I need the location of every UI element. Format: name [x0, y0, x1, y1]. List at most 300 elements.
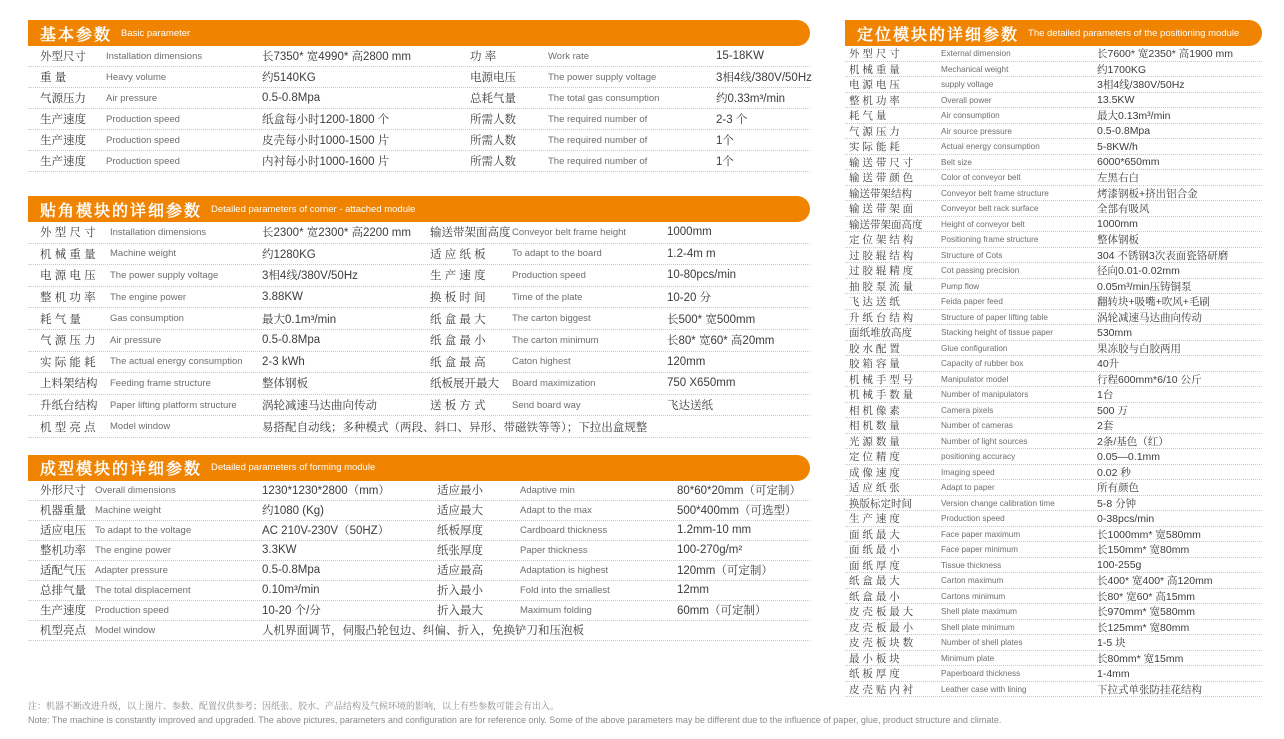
param-label: 耗 气 量 — [40, 313, 81, 326]
table-row — [845, 46, 1262, 62]
param-label: 光 源 数 量 — [849, 435, 900, 448]
param-value: 1台 — [1097, 389, 1114, 401]
param-value: 0.5-0.8Mpa — [262, 564, 321, 577]
param-sublabel: Tissue thickness — [941, 560, 1002, 570]
param-sublabel: Conveyor belt frame structure — [941, 188, 1049, 198]
table-row — [28, 395, 810, 417]
param-sublabel: The carton biggest — [512, 313, 591, 325]
param-value: 长7350* 宽4990* 高2800 mm — [262, 51, 411, 63]
param-value: 涡轮减速马达曲向传动 — [1097, 311, 1202, 324]
param-value: 750 X650mm — [667, 377, 736, 390]
param-sublabel: Actual energy consumption — [941, 142, 1040, 151]
param-label: 适配气压 — [40, 565, 86, 578]
table-row — [845, 480, 1262, 496]
param-label: 整 机 功 率 — [849, 94, 900, 107]
param-sublabel: Shell plate maximum — [941, 607, 1017, 616]
table-row — [845, 434, 1262, 450]
param-sublabel: Overall dimensions — [95, 484, 176, 496]
param-sublabel: Time of the plate — [512, 291, 583, 303]
param-label: 成 像 速 度 — [849, 466, 900, 479]
table-row — [28, 601, 810, 621]
table-row — [845, 93, 1262, 109]
corner-module-table — [28, 196, 810, 438]
param-value: 120mm（可定制） — [677, 565, 773, 578]
param-value: 长80mm* 宽15mm — [1097, 652, 1184, 665]
table-row — [845, 77, 1262, 93]
param-sublabel: Stacking height of tissue paper — [941, 328, 1053, 337]
param-label: 纸板展开最大 — [430, 378, 499, 391]
param-sublabel: The power supply voltage — [548, 71, 657, 83]
param-label: 功 率 — [470, 51, 497, 63]
table-row — [845, 124, 1262, 140]
param-value: 2-3 kWh — [262, 355, 305, 368]
param-sublabel: Air pressure — [106, 92, 158, 104]
param-sublabel: Send board way — [512, 399, 581, 411]
param-value: 3.3KW — [262, 544, 297, 557]
param-label: 面 纸 最 小 — [849, 544, 900, 556]
param-label: 适 应 纸 板 — [430, 248, 486, 261]
table-row — [28, 330, 810, 352]
param-value: 1个 — [716, 135, 734, 147]
param-sublabel: Structure of paper lifting table — [941, 312, 1048, 322]
param-sublabel: Model window — [95, 624, 156, 636]
param-label: 换 板 时 间 — [430, 292, 486, 305]
param-value: 烤漆钢板+挤出铝合金 — [1097, 187, 1198, 200]
param-label: 最 小 板 块 — [849, 652, 900, 665]
corner-table-header — [28, 196, 810, 222]
table-row — [845, 108, 1262, 124]
param-sublabel: supply voltage — [941, 80, 994, 89]
param-value: 3相4线/380V/50Hz — [716, 72, 812, 84]
param-value: 长80* 宽60* 高20mm — [667, 335, 775, 348]
param-value: 飞达送纸 — [667, 400, 713, 413]
param-label: 所需人数 — [470, 156, 516, 168]
table-row — [845, 511, 1262, 527]
param-label: 适 应 纸 张 — [849, 482, 900, 494]
table-row — [845, 217, 1262, 233]
param-sublabel: Face paper maximum — [941, 529, 1021, 539]
param-sublabel: Fold into the smallest — [520, 584, 610, 596]
param-sublabel: The engine power — [110, 291, 187, 303]
forming-table-body — [28, 481, 810, 621]
param-value: 1-4mm — [1097, 667, 1130, 680]
param-sublabel: Adaptation is highest — [520, 564, 609, 576]
param-label: 输 送 带 颜 色 — [849, 172, 914, 184]
param-value: 40升 — [1097, 358, 1120, 370]
param-sublabel: Imaging speed — [941, 467, 995, 477]
param-value: 0.5-0.8Mpa — [262, 334, 321, 347]
param-sublabel: Production speed — [941, 514, 1005, 523]
param-label: 定 位 精 度 — [849, 451, 900, 463]
table-row — [845, 263, 1262, 279]
table-row — [845, 527, 1262, 543]
param-value: 120mm — [667, 355, 706, 368]
param-label: 纸 盒 最 小 — [430, 335, 486, 348]
param-label: 升 纸 台 结 构 — [849, 311, 914, 324]
table-row — [28, 67, 810, 88]
table-row — [845, 620, 1262, 636]
table-row — [28, 501, 810, 521]
param-value: 3相4线/380V/50Hz — [1097, 79, 1185, 91]
table-row — [845, 341, 1262, 357]
table-row — [845, 418, 1262, 434]
param-label: 过 胶 辊 结 构 — [849, 249, 914, 262]
positioning-module-table — [845, 20, 1262, 697]
param-sublabel: Shell plate minimum — [941, 622, 1015, 632]
table-row — [845, 496, 1262, 512]
param-sublabel: Minimum plate — [941, 653, 995, 663]
param-value: 5-8 分钟 — [1097, 497, 1137, 510]
table-row — [28, 541, 810, 561]
param-label: 面纸堆放高度 — [849, 327, 912, 339]
param-value: 2套 — [1097, 420, 1114, 432]
param-label: 耗 气 量 — [849, 110, 887, 122]
param-value: 果冻胶与白胶两用 — [1097, 342, 1181, 355]
param-label: 生 产 速 度 — [849, 513, 900, 525]
param-label: 纸 盒 最 高 — [430, 356, 486, 369]
param-label: 整 机 功 率 — [40, 292, 96, 305]
param-value: 翻转块+吸嘴+吹风+毛刷 — [1097, 296, 1210, 308]
table-row — [845, 248, 1262, 264]
table-row — [845, 310, 1262, 326]
footnote-chinese: 注：机器不断改进升级，以上图片、参数、配置仅供参考；因纸张、胶水、产品结构及气候环境的影响，以上有些参数可能会有出入。 — [28, 701, 560, 711]
param-label: 实 际 能 耗 — [40, 356, 96, 369]
param-value: 约0.33m³/min — [716, 93, 786, 105]
param-sublabel: Caton highest — [512, 356, 571, 368]
param-value: 约1700KG — [1097, 63, 1147, 76]
param-label: 生产速度 — [40, 135, 86, 147]
param-label: 面 纸 厚 度 — [849, 559, 900, 572]
param-value: 1000mm — [667, 226, 712, 239]
param-label: 相 机 像 素 — [849, 404, 900, 417]
param-sublabel: Pump flow — [941, 281, 980, 291]
param-label: 所需人数 — [470, 114, 516, 126]
table-row — [28, 373, 810, 395]
param-sublabel: Carton maximum — [941, 576, 1004, 585]
param-sublabel: The required number of — [548, 113, 648, 125]
param-label: 输 送 带 架 面 — [849, 203, 914, 215]
param-sublabel: Maximum folding — [520, 604, 592, 616]
param-label: 输 送 带 尺 寸 — [849, 156, 914, 169]
param-value: 1个 — [716, 156, 734, 168]
param-label: 换版标定时间 — [849, 497, 912, 510]
param-value: 全部有吸风 — [1097, 203, 1150, 215]
param-label: 纸 盒 最 大 — [849, 575, 900, 587]
corner-highlight-row — [28, 416, 810, 438]
param-sublabel: The required number of — [548, 134, 648, 146]
param-sublabel: Feeding frame structure — [110, 377, 211, 389]
param-label: 纸张厚度 — [437, 545, 483, 558]
param-sublabel: Belt size — [941, 157, 972, 167]
forming-module-table — [28, 455, 810, 641]
param-sublabel: The required number of — [548, 155, 648, 167]
table-row — [28, 130, 810, 151]
param-value: 约1280KG — [262, 248, 316, 261]
param-sublabel: Work rate — [548, 50, 590, 62]
param-label: 纸 盒 最 大 — [430, 313, 486, 326]
param-sublabel: Positioning frame structure — [941, 235, 1039, 244]
param-value: 2条/基色（红） — [1097, 435, 1169, 448]
param-label: 气 源 压 力 — [849, 125, 900, 138]
param-label: 纸 盒 最 小 — [849, 590, 900, 603]
param-sublabel: Production speed — [106, 134, 180, 146]
param-value: 100-255g — [1097, 559, 1142, 571]
param-value: 长125mm* 宽80mm — [1097, 621, 1190, 634]
param-sublabel: Gas consumption — [110, 313, 184, 325]
param-label: 机器重量 — [40, 505, 86, 518]
param-value: 1.2mm-10 mm — [677, 524, 752, 537]
param-sublabel: Air pressure — [110, 334, 162, 346]
corner-table-body — [28, 222, 810, 416]
param-value: 左黑右白 — [1097, 172, 1139, 184]
param-label: 机 型 亮 点 — [40, 421, 96, 434]
param-sublabel: Cartons minimum — [941, 591, 1006, 601]
table-row — [845, 170, 1262, 186]
table-row — [845, 139, 1262, 155]
param-sublabel: To adapt to the voltage — [95, 524, 192, 536]
param-value: 最大0.13m³/min — [1097, 110, 1171, 122]
param-value: 所有颜色 — [1097, 482, 1139, 494]
param-label: 适应电压 — [40, 525, 86, 538]
param-label: 所需人数 — [470, 135, 516, 147]
table-row — [28, 222, 810, 244]
table-row — [28, 265, 810, 287]
param-value: 长1000mm* 宽580mm — [1097, 528, 1201, 541]
param-sublabel: External dimension — [941, 49, 1011, 58]
param-label: 输送带架面高度 — [430, 227, 511, 240]
param-sublabel: Production speed — [106, 113, 180, 125]
param-sublabel: Conveyor belt frame height — [512, 226, 627, 238]
param-sublabel: Version change calibration time — [941, 498, 1055, 508]
param-value: 0.10m³/min — [262, 584, 320, 597]
param-sublabel: Capacity of rubber box — [941, 359, 1024, 368]
param-value: 长970mm* 宽580mm — [1097, 606, 1196, 618]
param-label: 气源压力 — [40, 93, 86, 105]
table-row — [845, 325, 1262, 341]
table-row — [28, 151, 810, 172]
param-value: 下拉式单张防挂花结构 — [1097, 683, 1202, 696]
table-row — [845, 465, 1262, 481]
positioning-table-header — [845, 20, 1262, 46]
param-sublabel: The total gas consumption — [548, 92, 660, 104]
param-label: 胶 水 配 置 — [849, 342, 900, 355]
param-sublabel: Adapt to the max — [520, 504, 592, 516]
param-sublabel: Structure of Cots — [941, 250, 1003, 260]
param-sublabel: Installation dimensions — [106, 50, 203, 62]
table-row — [845, 635, 1262, 651]
param-value: 3相4线/380V/50Hz — [262, 270, 358, 283]
param-sublabel: Number of light sources — [941, 436, 1028, 446]
param-sublabel: Number of cameras — [941, 421, 1013, 430]
param-label: 升纸台结构 — [40, 400, 98, 413]
param-sublabel: Air source pressure — [941, 126, 1012, 136]
param-label: 过 胶 辊 精 度 — [849, 265, 914, 277]
param-value: 1-5 块 — [1097, 637, 1126, 649]
param-sublabel: Conveyor belt rack surface — [941, 204, 1039, 213]
param-sublabel: The total displacement — [95, 584, 191, 596]
param-label: 上料架结构 — [40, 378, 98, 391]
param-sublabel: Paper lifting platform structure — [110, 399, 237, 411]
param-label: 机 械 重 量 — [40, 248, 96, 261]
param-value: 人机界面调节，伺服凸轮包边、纠偏、折入，免换铲刀和压泡板 — [262, 625, 584, 638]
param-sublabel: Color of conveyor belt — [941, 173, 1021, 182]
param-label: 胶 箱 容 量 — [849, 358, 900, 370]
param-label: 纸板厚度 — [437, 525, 483, 538]
table-row — [845, 155, 1262, 171]
footnote-english: Note: The machine is constantly improved and upgraded. The above pictures, parameters and configuration are for reference only. Some of the above parameters may be different due to the influence of paper, glue, product structure and climate. — [28, 715, 1002, 725]
table-row — [845, 356, 1262, 372]
table-row — [28, 308, 810, 330]
forming-table-header — [28, 455, 810, 481]
table-row — [845, 201, 1262, 217]
param-sublabel: Adaptive min — [520, 484, 575, 496]
param-value: 5-8KW/h — [1097, 140, 1138, 153]
param-value: 10-80pcs/min — [667, 269, 737, 282]
param-sublabel: Leather case with lining — [941, 684, 1027, 694]
param-label: 皮 壳 贴 内 衬 — [849, 683, 914, 696]
param-value: 0.05—0.1mm — [1097, 450, 1161, 463]
param-sublabel: Machine weight — [95, 504, 162, 516]
param-label: 外型尺寸 — [40, 51, 86, 63]
param-value: 整体钢板 — [262, 378, 308, 391]
param-sublabel: Feida paper feed — [941, 297, 1003, 306]
table-row — [845, 372, 1262, 388]
param-label: 总排气量 — [40, 585, 86, 598]
table-row — [28, 561, 810, 581]
param-sublabel: Machine weight — [110, 248, 177, 260]
param-value: 长7600* 宽2350* 高1900 mm — [1097, 48, 1233, 60]
param-value: 纸盒每小时1200-1800 个 — [262, 114, 390, 126]
param-value: 12mm — [677, 584, 709, 597]
table-row — [845, 604, 1262, 620]
param-value: 500*400mm（可选型） — [677, 505, 797, 518]
table-row — [845, 186, 1262, 202]
table-row — [845, 666, 1262, 682]
param-label: 皮 壳 板 最 大 — [849, 606, 914, 618]
table-row — [845, 232, 1262, 248]
param-value: 长2300* 宽2300* 高2200 mm — [262, 227, 411, 240]
param-sublabel: Glue configuration — [941, 343, 1008, 353]
param-value: 6000*650mm — [1097, 156, 1160, 168]
param-label: 机 械 重 量 — [849, 63, 900, 76]
param-value: 1.2-4m m — [667, 247, 716, 260]
param-sublabel: Air consumption — [941, 111, 1000, 120]
param-sublabel: Cot passing precision — [941, 266, 1020, 275]
table-row — [845, 279, 1262, 295]
param-sublabel: Adapt to paper — [941, 483, 995, 492]
param-sublabel: Paper thickness — [520, 544, 588, 556]
table-row — [845, 449, 1262, 465]
param-sublabel: To adapt to the board — [512, 248, 602, 260]
param-value: 0.5-0.8Mpa — [262, 92, 321, 104]
param-label: 纸 板 厚 度 — [849, 668, 900, 680]
table-row — [28, 481, 810, 501]
param-value: 长500* 宽500mm — [667, 313, 756, 326]
param-value: 整体钢板 — [1097, 234, 1139, 246]
param-label: 机型亮点 — [40, 625, 86, 638]
table-row — [845, 294, 1262, 310]
param-sublabel: Number of shell plates — [941, 638, 1023, 647]
table-row — [28, 88, 810, 109]
basic-table-header — [28, 20, 810, 46]
param-value: 长400* 宽400* 高120mm — [1097, 575, 1213, 587]
param-sublabel: The power supply voltage — [110, 269, 219, 281]
param-value: 1000mm — [1097, 218, 1138, 230]
param-value: 内衬每小时1000-1600 片 — [262, 156, 390, 168]
table-row — [845, 403, 1262, 419]
param-sublabel: Production speed — [106, 155, 180, 167]
param-value: 500 万 — [1097, 404, 1128, 417]
positioning-table-body — [845, 46, 1262, 697]
param-label: 输送带架结构 — [849, 187, 912, 200]
param-sublabel: Production speed — [512, 269, 586, 281]
param-label: 折入最大 — [437, 605, 483, 618]
param-label: 气 源 压 力 — [40, 335, 96, 348]
param-label: 生 产 速 度 — [430, 270, 486, 283]
param-sublabel: The engine power — [95, 544, 172, 556]
param-sublabel: The carton minimum — [512, 334, 599, 346]
param-label: 机 械 手 型 号 — [849, 373, 914, 386]
param-sublabel: Manipulator model — [941, 374, 1009, 384]
param-value: 100-270g/m² — [677, 544, 743, 557]
table-row — [845, 542, 1262, 558]
table-row — [28, 521, 810, 541]
param-sublabel: Overall power — [941, 95, 992, 105]
param-label: 电 源 电 压 — [849, 79, 900, 91]
param-label: 外形尺寸 — [40, 485, 86, 498]
param-sublabel: Installation dimensions — [110, 226, 207, 238]
param-value: 3.88KW — [262, 291, 303, 304]
table-title-cn: 基本参数 — [40, 26, 113, 44]
param-label: 外 型 尺 寸 — [849, 48, 900, 60]
param-value: 约5140KG — [262, 72, 316, 84]
table-title-en: Detailed parameters of corner - attached module — [211, 203, 416, 215]
param-label: 折入最小 — [437, 585, 483, 598]
param-label: 皮 壳 板 块 数 — [849, 637, 914, 649]
table-row — [28, 46, 810, 67]
param-label: 生产速度 — [40, 605, 86, 618]
param-sublabel: The actual energy consumption — [110, 356, 243, 368]
param-label: 送 板 方 式 — [430, 400, 486, 413]
param-label: 面 纸 最 大 — [849, 528, 900, 541]
param-value: 径向0.01-0.02mm — [1097, 265, 1180, 277]
param-label: 适应最高 — [437, 565, 483, 578]
param-label: 输送带架面高度 — [849, 218, 923, 231]
param-sublabel: Heavy volume — [106, 71, 167, 83]
param-label: 外 型 尺 寸 — [40, 227, 96, 240]
param-value: 皮壳每小时1000-1500 片 — [262, 135, 390, 147]
param-label: 适应最大 — [437, 505, 483, 518]
param-sublabel: Camera pixels — [941, 405, 994, 415]
param-value: 60mm（可定制） — [677, 605, 767, 618]
param-value: 15-18KW — [716, 50, 764, 62]
param-sublabel: positioning accuracy — [941, 452, 1016, 461]
param-value: 80*60*20mm（可定制） — [677, 485, 801, 498]
param-label: 机 械 手 数 量 — [849, 389, 914, 401]
table-row — [28, 352, 810, 374]
table-row — [845, 387, 1262, 403]
param-sublabel: Adapter pressure — [95, 564, 168, 576]
param-label: 抽 胶 泵 流 量 — [849, 280, 914, 293]
param-label: 电源电压 — [470, 72, 516, 84]
table-title-en: The detailed parameters of the positioning module — [1028, 27, 1240, 39]
param-value: 长80* 宽60* 高15mm — [1097, 590, 1196, 603]
param-sublabel: Mechanical weight — [941, 64, 1009, 74]
param-sublabel: Number of manipulators — [941, 390, 1029, 399]
basic-parameter-table — [28, 20, 810, 172]
table-row — [845, 573, 1262, 589]
basic-table-body — [28, 46, 810, 172]
